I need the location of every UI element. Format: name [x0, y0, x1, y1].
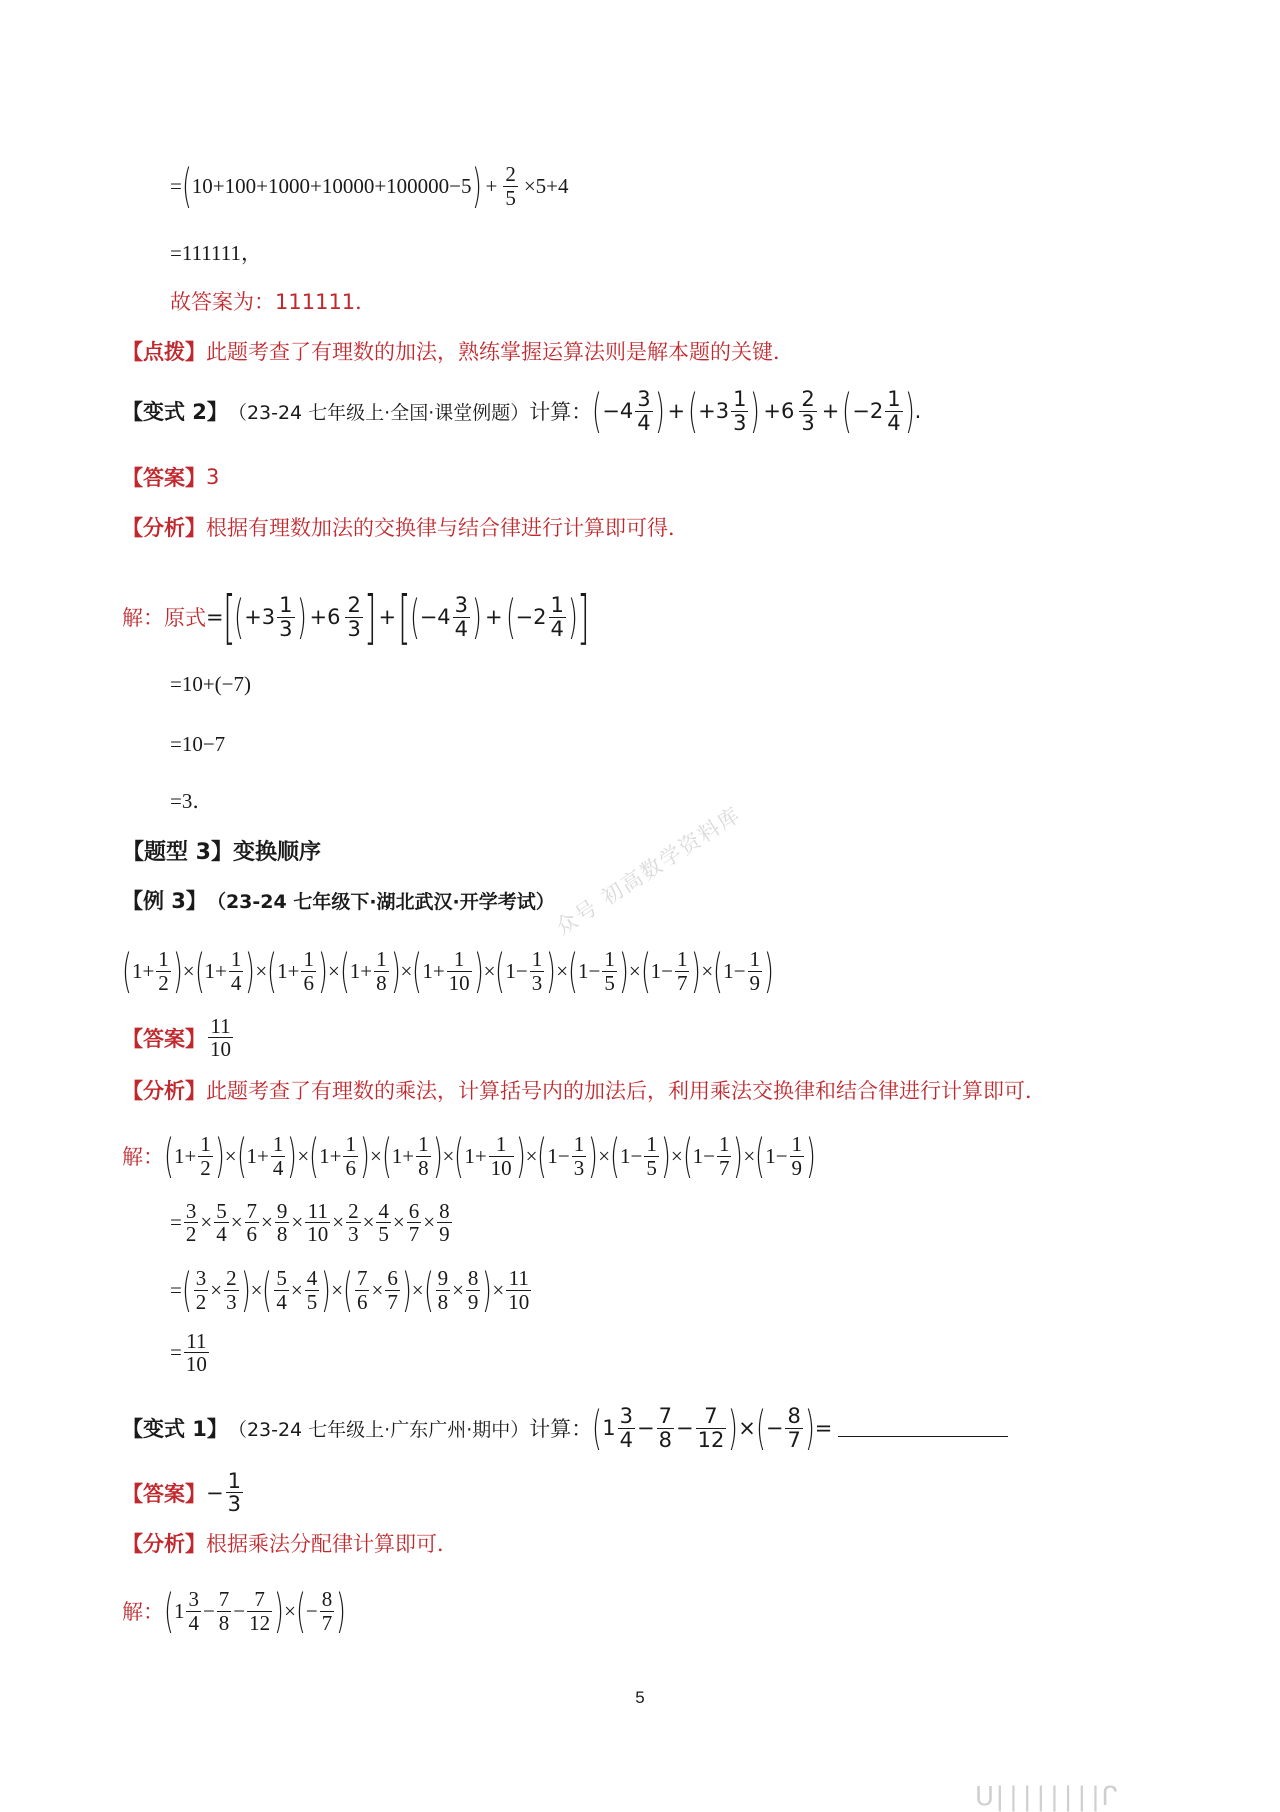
- analysis-text: 根据有理数加法的交换律与结合律进行计算即可得．: [206, 516, 689, 540]
- example3-source: （23-24 七年级下·湖北武汉·开学考试）: [206, 890, 555, 913]
- variant1-label: 【变式 1】: [122, 1417, 228, 1441]
- tip-label: 【点拨】: [122, 340, 206, 364]
- variant1-analysis: [122, 1528, 458, 1558]
- variant1-analysis-text: 根据乘法分配律计算即可．: [206, 1532, 458, 1556]
- variant2-label: 【变式 2】: [122, 400, 228, 424]
- example3-header: [122, 885, 555, 915]
- example3-analysis-text: 此题考查了有理数的乘法，计算括号内的加法后，利用乘法交换律和结合律进行计算即可．: [206, 1079, 1046, 1103]
- example3-step1: = $\frac{3}{2}$ × $\frac{5}{4}$ × $\frac{7}{6}$ × $\frac{9}{8}$ × $\frac{11}{10}$ × $\frac{2}{3}$ × $\frac{4}{5}$ × $\frac{6}{7}$ × $\frac{8}{9}$: [170, 1199, 450, 1247]
- type3-heading: 【题型 3】变换顺序: [122, 840, 321, 865]
- variant1-solution-label: 解：: [122, 1600, 164, 1624]
- watermark: 众号 初高数学资料库: [551, 802, 746, 940]
- example3-analysis-label: 【分析】: [122, 1079, 206, 1103]
- variant2-step2: =10−7: [170, 732, 226, 756]
- variant2-step3: =3．: [170, 789, 214, 813]
- example3-analysis: [122, 1075, 1046, 1105]
- variant2-source: （23-24 七年级上·全国·课堂例题）: [227, 401, 530, 424]
- example3-answer-label: 【答案】: [122, 1026, 206, 1051]
- example3-answer-value: $\frac{11}{10}$: [210, 1014, 231, 1062]
- variant1-source: （23-24 七年级上·广东广州·期中）: [227, 1418, 530, 1441]
- intro-step2: =111111，: [170, 241, 262, 265]
- answer-value: 3: [206, 465, 220, 489]
- analysis-label: 【分析】: [122, 516, 206, 540]
- variant2-analysis: [122, 512, 689, 542]
- page-number: 5: [635, 1688, 645, 1707]
- variant1-answer-value: $\frac{1}{3}$: [227, 1469, 241, 1517]
- variant2-answer: [122, 462, 219, 492]
- example3-solution-label: 解：: [122, 1145, 164, 1169]
- example3-step3: = $\frac{11}{10}$: [170, 1329, 207, 1377]
- example3-answer: [122, 1015, 235, 1060]
- example3-solution: 解： ( 1+ $\frac{1}{2}$ ) × ( 1+ $\frac{1}{4}$ ) × ( 1+ $\frac{1}{6}$ ) × ( 1+ $\frac{1}{8}$ ) × ( 1+ $\frac{1}{10}$ ) × ( 1− $\frac{1}{3}$ ) × ( 1− $\frac{1}{5}$ ) × ( 1− $\frac{1}{7}$ ) × ( 1− $\frac{1}{9}$ ): [122, 1129, 816, 1183]
- variant1-solution: 解： ( 1 $\frac{3}{4}$ − $\frac{7}{8}$ − $\frac{7}{12}$ ) × ( − $\frac{8}{7}$ ): [122, 1584, 347, 1638]
- variant1-answer: 【答案】 − $\frac{1}{3}$: [122, 1469, 241, 1517]
- example3-expression: ( 1+ $\frac{1}{2}$ ) × ( 1+ $\frac{1}{4}$ ) × ( 1+ $\frac{1}{6}$ ) × ( 1+ $\frac{1}{8}$ ) × ( 1+ $\frac{1}{10}$ ) × ( 1− $\frac{1}{3}$ ) × ( 1− $\frac{1}{5}$ ) × ( 1− $\frac{1}{7}$ ) × ( 1− $\frac{1}{9}$ ): [122, 944, 774, 998]
- variant2-solution: 解：原式 = [ ( +3 $\frac{1}{3}$ ) +6 $\frac{2}{3}$ ] + [ ( −4 $\frac{3}{4}$ ) + ( −2 $\frac{1}{4}$ ) ]: [122, 583, 590, 651]
- variant1-analysis-label: 【分析】: [122, 1532, 206, 1556]
- tip-text: 此题考查了有理数的加法，熟练掌握运算法则是解本题的关键．: [206, 340, 794, 364]
- variant1-question: 【变式 1】 （23-24 七年级上·广东广州·期中） 计算： ( 1 $\frac{3}{4}$ − $\frac{7}{8}$ − $\frac{7}{12}$ ) × ( − $\frac{8}{7}$ ) =: [122, 1405, 1008, 1451]
- variant2-prompt: 计算：: [529, 400, 593, 424]
- corner-logo: ᑌ||||||||ᒋ: [975, 1782, 1116, 1812]
- example3-step2: = ( $\frac{3}{2}$ × $\frac{2}{3}$ ) × ( $\frac{5}{4}$ × $\frac{4}{5}$ ) × ( $\frac{7}{6}$ × $\frac{6}{7}$ ) × ( $\frac{9}{8}$ × $\frac{8}{9}$ ) × $\frac{11}{10}$: [170, 1263, 530, 1317]
- intro-answer-line: 故答案为：111111．: [170, 290, 377, 314]
- variant2-question: 【变式 2】 （23-24 七年级上·全国·课堂例题） 计算： ( −4 $\frac{3}{4}$ ) + ( +3 $\frac{1}{3}$ ) +6 $\frac{2}{3}$ + ( −2 $\frac{1}{4}$ ) .: [122, 384, 922, 438]
- intro-tip: [122, 336, 794, 366]
- variant2-step1: =10+(−7): [170, 672, 252, 696]
- intro-step1: = ( 10+100+1000+10000+100000−5 ) + $\frac{2}{5}$ ×5+4: [170, 159, 569, 213]
- solution-label: 解：原式: [122, 606, 206, 630]
- variant1-prompt: 计算：: [529, 1417, 593, 1441]
- variant1-answer-label: 【答案】: [122, 1481, 206, 1506]
- example3-label: 【例 3】: [122, 889, 207, 913]
- answer-label: 【答案】: [122, 466, 206, 490]
- answer-blank: [838, 1435, 1008, 1437]
